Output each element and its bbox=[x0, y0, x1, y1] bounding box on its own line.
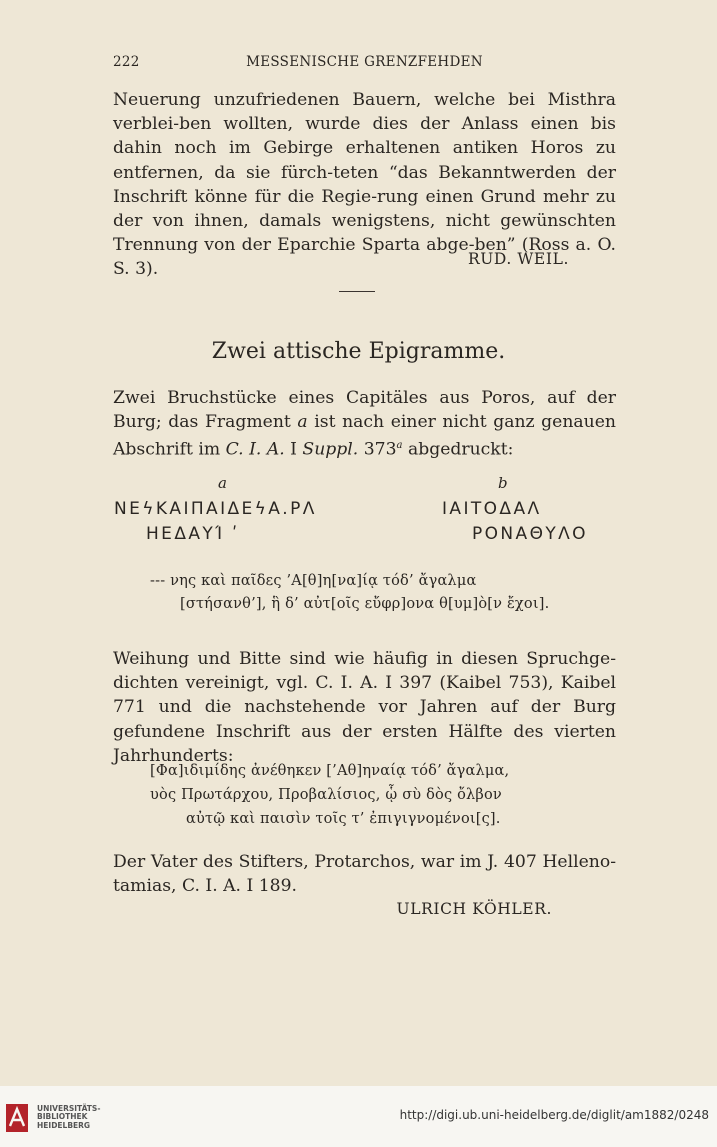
inscription-b-line-2: ΡΟΝΑΘΥΛΟ bbox=[472, 524, 588, 544]
p2-cia: C. I. A. bbox=[225, 440, 285, 461]
epigram-2-line-1: [Φα]ιδιμίδης ἀνέθηκεν [’Αθ]ηναίᾳ τόδ’ ἄγαλμα, bbox=[150, 763, 510, 779]
p2-text-1: Zwei Bruchstücke eines Capitäles aus Poros, auf der Burg; das Fragment bbox=[113, 388, 616, 433]
fragment-label-a: a bbox=[218, 474, 227, 492]
p2-text-2: ist nach einer nicht ganz genauen Abschrift im bbox=[113, 412, 616, 461]
paragraph-3: Weihung und Bitte sind wie häufig in diesen Spruchge-dichten vereinigt, vgl. C. I. A. I 397 (Kaibel 753), Kaibel 771 und die nachstehende vor Jahren auf der Burg gefundene Inschrift aus der ersten Hälfte des vierten Jahrhunderts: bbox=[113, 649, 616, 766]
library-name bbox=[37, 1105, 100, 1130]
page-number: 222 bbox=[113, 54, 140, 70]
paragraph-2 bbox=[113, 386, 616, 462]
paragraph-1: Neuerung unzufriedenen Bauern, welche bei Misthra verblei-ben wollten, wurde dies der Anlass einen bis dahin noch im Gebirge erhaltenen antiken Horos zu entfernen, da sie fürch-teten “das Bekanntwerden der Inschrift könne für die Regie-rung einen Grund mehr zu der von ihnen, damals wenigstens, nicht gewünschten Trennung von der Eparchie Sparta abge-ben” (Ross a. O. S. 3). bbox=[113, 90, 616, 280]
running-title: MESSENISCHE GRENZFEHDEN bbox=[246, 54, 483, 70]
library-name-line-1: UNIVERSITÄTS- bbox=[37, 1104, 101, 1113]
library-name-line-3: HEIDELBERG bbox=[37, 1120, 91, 1130]
inscription-b-line-1: ΙΑΙΤΟΔΑΛ bbox=[442, 499, 542, 519]
library-footer bbox=[0, 1086, 717, 1147]
p2-text-3: I bbox=[284, 440, 303, 461]
p2-fragment-a: a bbox=[297, 412, 308, 433]
epigram-1-line-1: --- νης καὶ παῖδες ’Α[θ]η[να]ίᾳ τόδ’ ἄγαλμα bbox=[150, 573, 477, 589]
source-url-link[interactable]: http://digi.ub.uni-heidelberg.de/diglit/am1882/0248 bbox=[399, 1108, 709, 1122]
epigram-1-line-2: [στήσανθ’], ἣ δ’ αὐτ[οῖς εὔφρ]ονα θ[υμ]ὸ[ν ἔχοι]. bbox=[180, 596, 550, 612]
p2-suppl: Suppl. bbox=[302, 440, 359, 461]
epigram-2-line-3: αὐτῷ καὶ παισὶν τοῖς τ’ ἐπιγιγνομένοι[ς]. bbox=[186, 811, 501, 827]
epigram-2-line-2: υὸς Πρωτάρχου, Προβαλίσιος, ᾧ σὺ δὸς ὄλβον bbox=[150, 787, 502, 803]
signature-koehler: ULRICH KÖHLER. bbox=[396, 900, 552, 918]
fragment-label-b: b bbox=[498, 474, 508, 492]
section-divider bbox=[339, 291, 375, 292]
p2-superscript: a bbox=[396, 440, 403, 452]
paragraph-4: Der Vater des Stifters, Protarchos, war im J. 407 Helleno-tamias, C. I. A. I 189. bbox=[113, 852, 616, 897]
inscription-a-line-1: ΝΕϟΚΑΙΠΑΙΔΕϟΑ.ΡΛ bbox=[114, 499, 317, 519]
university-library-logo-icon bbox=[6, 1104, 28, 1132]
article-title: Zwei attische Epigramme. bbox=[211, 339, 506, 364]
p2-text-5: abgedruckt: bbox=[402, 440, 514, 461]
signature-weil: RUD. WEIL. bbox=[467, 250, 569, 268]
p2-text-4: 373 bbox=[358, 440, 397, 461]
library-name-line-2: BIBLIOTHEK bbox=[37, 1112, 88, 1122]
inscription-a-line-2: ΗΕΔΑΥΊ ʹ bbox=[146, 524, 240, 544]
